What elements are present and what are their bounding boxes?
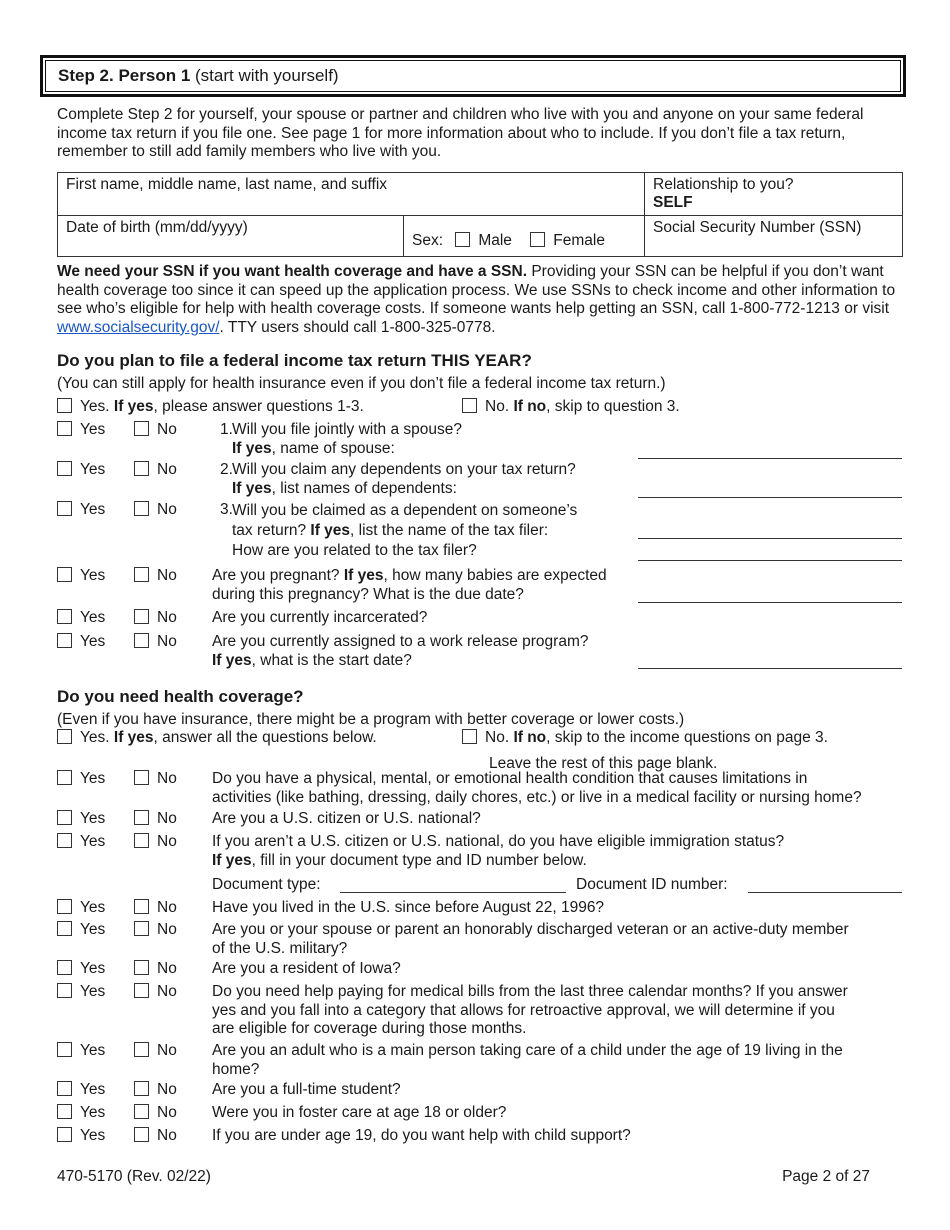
no-checkbox[interactable] — [134, 567, 149, 582]
question-line — [212, 1081, 902, 1100]
dob-label: Date of birth (mm/dd/yyyy) — [66, 219, 248, 236]
coverage-question-9-text — [212, 1081, 902, 1100]
text-segment: Yes. — [80, 729, 114, 746]
ssn-field[interactable] — [645, 216, 903, 257]
coverage-question-5-no[interactable] — [134, 921, 177, 939]
relationship-label: Relationship to you? — [653, 176, 794, 193]
document-id-input[interactable] — [748, 892, 902, 893]
yes-label: Yes — [80, 501, 106, 518]
question-line — [212, 609, 902, 628]
ssn-notice-tail: . TTY users should call 1-800-325-0778. — [219, 318, 496, 336]
ssn-notice-text: Providing your SSN can be helpful if you don’t want health coverage too since it can speed up the application process. We use SSNs to check income and other information to see who’s eligible for help with health coverage costs. If someone wants help getting an SSN, call 1-800-772-1213 or visit — [57, 263, 896, 317]
tax-question-5-yes[interactable] — [57, 609, 105, 627]
sex-cell — [404, 216, 645, 257]
question-line — [212, 1104, 902, 1123]
text-segment: , skip to question 3. — [546, 398, 680, 415]
no-checkbox[interactable] — [134, 633, 149, 648]
identity-table — [57, 172, 903, 257]
no-checkbox[interactable] — [134, 1104, 149, 1119]
name-field[interactable] — [58, 173, 645, 216]
coverage-question-4-text — [212, 899, 902, 918]
tax-question-5-text — [212, 609, 902, 628]
yes-label: Yes — [80, 1042, 106, 1059]
coverage-question-11-yes[interactable] — [57, 1127, 105, 1145]
yes-label: Yes — [80, 833, 106, 850]
coverage-question-9-yes[interactable] — [57, 1081, 105, 1099]
coverage-question-3-no[interactable] — [134, 833, 177, 851]
question-line — [212, 770, 902, 789]
tax-question-1-yes[interactable] — [57, 421, 105, 439]
text-segment: Are you a U.S. citizen or U.S. national? — [212, 810, 481, 827]
yes-checkbox[interactable] — [57, 421, 72, 436]
no-label: No — [157, 810, 177, 827]
text-segment: Will you file jointly with a spouse? — [232, 421, 463, 438]
no-label: No — [157, 983, 177, 1000]
tax-question-6-yes[interactable] — [57, 633, 105, 651]
tax-section-subtitle: (You can still apply for health insurance even if you don’t file a federal income tax return.) — [57, 375, 666, 392]
text-segment: Are you a resident of Iowa? — [212, 960, 401, 977]
text-segment: Are you a full-time student? — [212, 1081, 401, 1098]
tax-question-6-text — [212, 633, 902, 670]
question-number: 1. — [220, 421, 233, 438]
yes-checkbox[interactable] — [57, 770, 72, 785]
bold-text: If yes — [113, 729, 154, 746]
answer-line[interactable] — [638, 668, 902, 669]
question-line — [232, 421, 922, 440]
yes-checkbox[interactable] — [57, 461, 72, 476]
no-label: No — [157, 633, 177, 650]
step-subtitle: (start with yourself) — [190, 66, 339, 85]
yes-label: Yes — [80, 567, 106, 584]
question-line — [212, 899, 902, 918]
yes-checkbox[interactable] — [57, 960, 72, 975]
bold-text: If yes — [212, 851, 252, 869]
text-segment: during this pregnancy? What is the due date? — [212, 585, 524, 603]
question-line — [212, 1127, 902, 1146]
no-label: No — [157, 501, 177, 518]
no-label: No — [157, 1042, 177, 1059]
text-segment: Are you or your spouse or parent an honorably discharged veteran or an active-duty member — [212, 921, 849, 938]
coverage-question-10-yes[interactable] — [57, 1104, 105, 1122]
question-line — [212, 789, 902, 808]
text-segment: of the U.S. military? — [212, 939, 348, 957]
text-segment: If you aren’t a U.S. citizen or U.S. national, do you have eligible immigration status? — [212, 833, 785, 850]
step-header — [40, 55, 906, 97]
question-line — [212, 1061, 902, 1080]
question-line — [212, 567, 902, 586]
question-line — [212, 1042, 902, 1061]
tax-question-1-no[interactable] — [134, 421, 177, 439]
coverage-yes-option-checkbox[interactable] — [57, 729, 72, 744]
tax-yes-option-checkbox[interactable] — [57, 398, 72, 413]
coverage-question-7-no[interactable] — [134, 983, 177, 1001]
no-checkbox[interactable] — [134, 810, 149, 825]
no-checkbox[interactable] — [134, 921, 149, 936]
no-label: No — [157, 960, 177, 977]
no-checkbox[interactable] — [134, 1042, 149, 1057]
question-number: 2. — [220, 461, 233, 478]
tax-yes-option[interactable] — [57, 398, 364, 416]
coverage-question-1-no[interactable] — [134, 770, 177, 788]
coverage-section-heading: Do you need health coverage? — [57, 687, 304, 706]
answer-line[interactable] — [638, 602, 902, 603]
sex-label: Sex: — [412, 232, 444, 249]
tax-question-2-no[interactable] — [134, 461, 177, 479]
text-segment: Yes. — [80, 398, 114, 415]
coverage-question-8-yes[interactable] — [57, 1042, 105, 1060]
coverage-question-7-text — [212, 983, 902, 1039]
text-segment: , list names of dependents: — [271, 479, 457, 497]
coverage-question-1-yes[interactable] — [57, 770, 105, 788]
document-type-label: Document type: — [212, 876, 321, 893]
question-line — [212, 833, 902, 852]
coverage-question-1-text — [212, 770, 902, 807]
social-security-link[interactable]: www.socialsecurity.gov/ — [57, 318, 220, 336]
coverage-question-10-no[interactable] — [134, 1104, 177, 1122]
yes-label: Yes — [80, 609, 106, 626]
yes-label: Yes — [80, 983, 106, 1000]
coverage-question-3-yes[interactable] — [57, 833, 105, 851]
coverage-question-8-text — [212, 1042, 902, 1079]
text-segment: How are you related to the tax filer? — [232, 542, 477, 559]
coverage-no-option-note: Leave the rest of this page blank. — [489, 755, 718, 772]
text-segment: , fill in your document type and ID number below. — [251, 851, 587, 869]
coverage-no-option-checkbox[interactable] — [462, 729, 477, 744]
tax-question-3-no[interactable] — [134, 501, 177, 519]
question-line — [232, 541, 922, 561]
yes-label: Yes — [80, 770, 106, 787]
page-number: Page 2 of 27 — [782, 1168, 870, 1185]
tax-question-4-no[interactable] — [134, 567, 177, 585]
question-line — [232, 480, 922, 499]
dob-field[interactable] — [58, 216, 404, 257]
no-checkbox[interactable] — [134, 461, 149, 476]
no-label: No — [157, 461, 177, 478]
text-segment: No. — [485, 398, 514, 415]
yes-checkbox[interactable] — [57, 501, 72, 516]
no-checkbox[interactable] — [134, 1127, 149, 1142]
no-label: No — [157, 1081, 177, 1098]
tax-question-1-text — [232, 421, 922, 458]
coverage-question-4-yes[interactable] — [57, 899, 105, 917]
yes-label: Yes — [80, 461, 106, 478]
yes-checkbox[interactable] — [57, 921, 72, 936]
text-segment: Are you pregnant? — [212, 567, 344, 584]
question-line — [212, 1002, 902, 1021]
text-segment: No. — [485, 729, 514, 746]
tax-question-2-text — [232, 461, 922, 498]
coverage-question-4-no[interactable] — [134, 899, 177, 917]
female-checkbox[interactable] — [530, 232, 545, 247]
coverage-question-5-text — [212, 921, 902, 958]
bold-text: If no — [513, 398, 547, 415]
coverage-question-5-yes[interactable] — [57, 921, 105, 939]
text-segment: , what is the start date? — [251, 651, 412, 669]
ssn-notice-bold: We need your SSN if you want health coverage and have a SSN. — [57, 263, 528, 280]
question-line — [232, 461, 922, 480]
text-segment: tax return? — [232, 522, 311, 539]
yes-checkbox[interactable] — [57, 810, 72, 825]
relationship-cell — [645, 173, 903, 216]
intro-text: Complete Step 2 for yourself, your spouse or partner and children who live with you and anyone on your same federal income tax return if you file one. See page 1 for more information about who to include. If you don’t file a tax return, remember to still add family members who live with you. — [57, 106, 864, 160]
coverage-question-10-text — [212, 1104, 902, 1123]
bold-text: If no — [513, 729, 547, 746]
question-line — [212, 633, 902, 652]
coverage-question-2-text — [212, 810, 902, 829]
text-segment: yes and you fall into a category that allows for retroactive approval, we will determine if you — [212, 1001, 835, 1019]
question-line — [212, 940, 902, 959]
no-label: No — [157, 833, 177, 850]
coverage-question-2-no[interactable] — [134, 810, 177, 828]
no-checkbox[interactable] — [134, 501, 149, 516]
coverage-yes-option[interactable] — [57, 729, 377, 747]
no-label: No — [157, 421, 177, 438]
text-segment: home? — [212, 1060, 260, 1078]
text-segment: Are you an adult who is a main person taking care of a child under the age of 19 living in the — [212, 1042, 843, 1059]
no-label: No — [157, 609, 177, 626]
coverage-question-6-no[interactable] — [134, 960, 177, 978]
coverage-question-9-no[interactable] — [134, 1081, 177, 1099]
yes-checkbox[interactable] — [57, 983, 72, 998]
yes-label: Yes — [80, 810, 106, 827]
question-line — [212, 810, 902, 829]
tax-question-2-yes[interactable] — [57, 461, 105, 479]
no-label: No — [157, 770, 177, 787]
yes-label: Yes — [80, 1127, 106, 1144]
yes-checkbox[interactable] — [57, 899, 72, 914]
yes-checkbox[interactable] — [57, 1081, 72, 1096]
yes-label: Yes — [80, 1104, 106, 1121]
coverage-question-6-text — [212, 960, 902, 979]
coverage-question-11-no[interactable] — [134, 1127, 177, 1145]
bold-text: If yes — [343, 567, 384, 584]
answer-line[interactable] — [638, 497, 902, 498]
no-label: No — [157, 567, 177, 584]
name-label: First name, middle name, last name, and suffix — [66, 176, 388, 193]
tax-question-6-no[interactable] — [134, 633, 177, 651]
text-segment: Are you currently incarcerated? — [212, 609, 428, 626]
female-label: Female — [553, 232, 605, 249]
yes-checkbox[interactable] — [57, 1042, 72, 1057]
text-segment: are eligible for coverage during those months. — [212, 1020, 527, 1037]
text-segment: Will you claim any dependents on your tax return? — [232, 461, 576, 478]
step-title: Step 2. Person 1 — [58, 66, 191, 85]
no-checkbox[interactable] — [134, 1081, 149, 1096]
question-line — [212, 852, 902, 871]
coverage-question-6-yes[interactable] — [57, 960, 105, 978]
question-number: 3. — [220, 501, 233, 518]
bold-text: If yes — [232, 439, 272, 457]
tax-question-5-no[interactable] — [134, 609, 177, 627]
coverage-section-subtitle: (Even if you have insurance, there might be a program with better coverage or lower costs.) — [57, 711, 685, 728]
coverage-question-8-no[interactable] — [134, 1042, 177, 1060]
no-checkbox[interactable] — [134, 421, 149, 436]
question-line — [212, 960, 902, 979]
text-segment: , how many babies are expected — [383, 567, 607, 584]
tax-question-3-text — [232, 501, 922, 561]
text-segment: , list the name of the tax filer: — [350, 522, 549, 539]
question-line — [232, 501, 922, 521]
bold-text: If yes — [310, 522, 351, 539]
coverage-question-2-yes[interactable] — [57, 810, 105, 828]
tax-no-option-checkbox[interactable] — [462, 398, 477, 413]
male-label: Male — [478, 232, 512, 249]
no-checkbox[interactable] — [134, 960, 149, 975]
form-number: 470-5170 (Rev. 02/22) — [57, 1168, 211, 1185]
text-segment: Were you in foster care at age 18 or older? — [212, 1104, 507, 1121]
tax-question-4-yes[interactable] — [57, 567, 105, 585]
text-segment: , please answer questions 1-3. — [153, 398, 364, 415]
yes-label: Yes — [80, 921, 106, 938]
text-segment: If you are under age 19, do you want help with child support? — [212, 1127, 631, 1144]
question-line — [212, 1020, 902, 1039]
text-segment: Are you currently assigned to a work release program? — [212, 633, 589, 650]
no-label: No — [157, 921, 177, 938]
yes-checkbox[interactable] — [57, 609, 72, 624]
question-line — [212, 983, 902, 1002]
no-label: No — [157, 899, 177, 916]
ssn-notice — [57, 263, 907, 337]
text-segment: , name of spouse: — [271, 439, 395, 457]
tax-no-option[interactable] — [462, 398, 680, 416]
coverage-question-11-text — [212, 1127, 902, 1146]
no-checkbox[interactable] — [134, 609, 149, 624]
no-label: No — [157, 1127, 177, 1144]
no-checkbox[interactable] — [134, 899, 149, 914]
no-checkbox[interactable] — [134, 770, 149, 785]
yes-checkbox[interactable] — [57, 1104, 72, 1119]
tax-question-3-yes[interactable] — [57, 501, 105, 519]
yes-label: Yes — [80, 899, 106, 916]
bold-text: If yes — [232, 479, 272, 497]
yes-label: Yes — [80, 960, 106, 977]
answer-line[interactable] — [638, 458, 902, 459]
yes-label: Yes — [80, 421, 106, 438]
no-checkbox[interactable] — [134, 833, 149, 848]
bold-text: If yes — [113, 398, 154, 415]
coverage-question-7-yes[interactable] — [57, 983, 105, 1001]
tax-question-4-text — [212, 567, 902, 604]
coverage-question-3-text — [212, 833, 902, 870]
document-type-input[interactable] — [340, 892, 566, 893]
male-checkbox[interactable] — [455, 232, 470, 247]
yes-checkbox[interactable] — [57, 833, 72, 848]
text-segment: Do you have a physical, mental, or emotional health condition that causes limitations in — [212, 770, 808, 787]
relationship-value: SELF — [653, 194, 693, 211]
text-segment: Have you lived in the U.S. since before August 22, 1996? — [212, 899, 605, 916]
answer-line[interactable] — [638, 560, 902, 561]
answer-line[interactable] — [638, 538, 902, 539]
text-segment: , skip to the income questions on page 3. — [546, 729, 828, 746]
yes-label: Yes — [80, 633, 106, 650]
coverage-no-option[interactable] — [462, 729, 828, 747]
tax-section-heading: Do you plan to file a federal income tax return THIS YEAR? — [57, 351, 532, 370]
document-id-label: Document ID number: — [576, 876, 728, 893]
text-segment: , answer all the questions below. — [153, 729, 377, 746]
yes-checkbox[interactable] — [57, 1127, 72, 1142]
yes-checkbox[interactable] — [57, 567, 72, 582]
no-checkbox[interactable] — [134, 983, 149, 998]
text-segment: Will you be claimed as a dependent on someone’s — [232, 502, 578, 519]
no-label: No — [157, 1104, 177, 1121]
text-segment: Do you need help paying for medical bills from the last three calendar months? If you answer — [212, 983, 848, 1000]
bold-text: If yes — [212, 651, 252, 669]
question-line — [212, 921, 902, 940]
text-segment: activities (like bathing, dressing, daily chores, etc.) or live in a medical facility or nursing home? — [212, 788, 862, 806]
ssn-label: Social Security Number (SSN) — [653, 219, 862, 236]
yes-label: Yes — [80, 1081, 106, 1098]
question-line — [232, 440, 922, 459]
yes-checkbox[interactable] — [57, 633, 72, 648]
